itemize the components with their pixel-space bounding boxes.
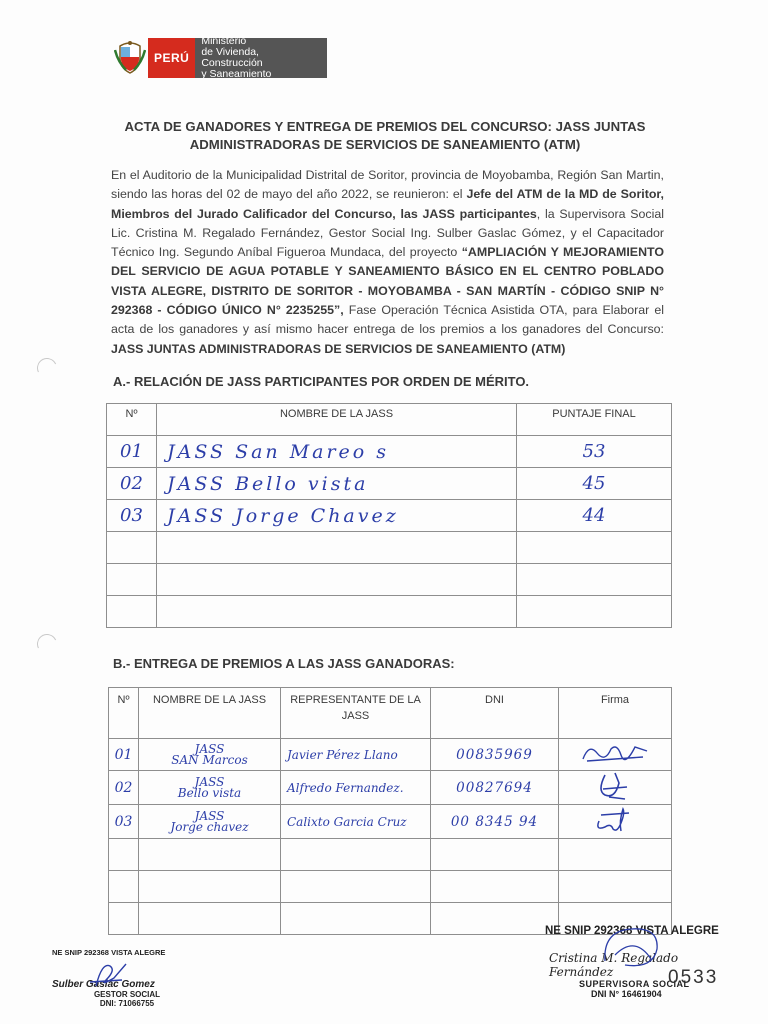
ministry-name: Ministerio de Vivienda, Construcción y Saneamiento bbox=[195, 38, 327, 78]
coat-of-arms-icon bbox=[112, 38, 148, 78]
stamp-name: Sulber Gaslac Gomez bbox=[52, 979, 155, 990]
prizes-table bbox=[108, 687, 672, 935]
table-row bbox=[109, 871, 672, 903]
dni-number: 00827694 bbox=[431, 771, 559, 805]
stamp-dni: DNI N° 16461904 bbox=[591, 989, 662, 999]
stamp-role: SUPERVISORA SOCIAL bbox=[579, 979, 690, 989]
table-row bbox=[107, 468, 672, 500]
column-header-name: NOMBRE DE LA JASS bbox=[139, 688, 281, 739]
table-row bbox=[107, 596, 672, 628]
signature bbox=[559, 805, 672, 839]
row-number: 01 bbox=[109, 739, 139, 771]
table-row bbox=[107, 500, 672, 532]
jass-name: JASS San Mareo s bbox=[157, 436, 517, 468]
gestor-social-stamp bbox=[52, 948, 202, 1008]
jass-name: JASS Jorge Chavez bbox=[157, 500, 517, 532]
table-header-row bbox=[107, 404, 672, 436]
stamp-name: Cristina M. Regalado Fernández bbox=[549, 951, 679, 979]
jass-name: JASS Jorge chavez bbox=[139, 805, 281, 839]
row-number: 03 bbox=[109, 805, 139, 839]
signature-icon bbox=[575, 771, 655, 801]
body-paragraph: En el Auditorio de la Municipalidad Distrital de Soritor, provincia de Moyobamba, Región San Martin, siendo las horas del 02 de mayo del año 2022, se reunieron: el Jefe del ATM de la MD de Soritor, Miembros del Jurado Calificador del Concurso, las JASS participantes, la Supervisora Social Lic. Cristina M. Regalado Fernández, Gestor Social Ing. Sulber Gaslac Gómez, y el Capacitador Técnico Ing. Segundo Aníbal Figueroa Mundaca, del proyecto “AMPLIACIÓN Y MEJORAMIENTO DEL SERVICIO DE AGUA POTABLE Y SANEAMIENTO BÁSICO EN EL CENTRO POBLADO VISTA ALEGRE, DISTRITO DE SORITOR - MOYOBAMBA - SAN MARTÍN - CÓDIGO SNIP N° 292368 - CÓDIGO ÚNICO N° 2235255”, Fase Operación Técnica Asistida OTA, para Elaborar el acta de los ganadores y así mismo hacer entrega de los premios a los ganadores del Concurso: JASS JUNTAS ADMINISTRADORAS DE SERVICIOS DE SANEAMIENTO (ATM) bbox=[111, 168, 665, 356]
row-number: 02 bbox=[109, 771, 139, 805]
column-header-num: Nº bbox=[107, 404, 157, 436]
folio-number: 0533 bbox=[668, 967, 719, 988]
jass-name: JASS Bello vista bbox=[157, 468, 517, 500]
table-row bbox=[109, 771, 672, 805]
signature-icon bbox=[76, 956, 136, 990]
signature bbox=[559, 739, 672, 771]
signature-icon bbox=[575, 805, 655, 835]
table-row bbox=[109, 805, 672, 839]
table-row bbox=[109, 739, 672, 771]
final-score: 45 bbox=[517, 468, 672, 500]
column-header-num: Nº bbox=[109, 688, 139, 739]
stamp-dni: DNI: 71066755 bbox=[99, 999, 155, 1008]
table-header-row bbox=[109, 688, 672, 739]
signature-icon bbox=[575, 739, 655, 767]
final-score: 53 bbox=[517, 436, 672, 468]
representative-name: Calixto Garcia Cruz bbox=[281, 805, 431, 839]
document-title: ACTA DE GANADORES Y ENTREGA DE PREMIOS DEL CONCURSO: JASS JUNTAS ADMINISTRADORAS DE SERVICIOS DE SANEAMIENTO (ATM) bbox=[124, 119, 646, 152]
table-row bbox=[107, 564, 672, 596]
row-number: 03 bbox=[107, 500, 157, 532]
table-row bbox=[109, 839, 672, 871]
jass-name: JASS Bello vista bbox=[139, 771, 281, 805]
column-header-signature: Firma bbox=[559, 688, 672, 739]
punch-hole bbox=[34, 631, 60, 657]
column-header-name: NOMBRE DE LA JASS bbox=[157, 404, 517, 436]
dni-number: 00 8345 94 bbox=[431, 805, 559, 839]
final-score: 44 bbox=[517, 500, 672, 532]
stamp-role: GESTOR SOCIAL bbox=[93, 990, 161, 999]
participants-table bbox=[106, 403, 672, 628]
country-badge: PERÚ bbox=[148, 38, 195, 78]
row-number: 01 bbox=[107, 436, 157, 468]
section-b-heading: B.- ENTREGA DE PREMIOS A LAS JASS GANADORAS: bbox=[113, 656, 455, 671]
section-a-heading: A.- RELACIÓN DE JASS PARTICIPANTES POR ORDEN DE MÉRITO. bbox=[113, 374, 530, 389]
column-header-representative: REPRESENTANTE DE LA JASS bbox=[281, 688, 431, 739]
signature-icon bbox=[595, 925, 675, 971]
column-header-score: PUNTAJE FINAL bbox=[517, 404, 672, 436]
stamp-snip: NE SNIP 292368 VISTA ALEGRE bbox=[52, 948, 166, 957]
representative-name: Alfredo Fernandez. bbox=[281, 771, 431, 805]
representative-name: Javier Pérez Llano bbox=[281, 739, 431, 771]
row-number: 02 bbox=[107, 468, 157, 500]
table-row bbox=[107, 532, 672, 564]
jass-name: JASS SAN Marcos bbox=[139, 739, 281, 771]
table-row bbox=[107, 436, 672, 468]
punch-hole bbox=[34, 355, 60, 381]
stamp-snip: NE SNIP 292368 VISTA ALEGRE bbox=[545, 925, 719, 937]
column-header-dni: DNI bbox=[431, 688, 559, 739]
signature bbox=[559, 771, 672, 805]
dni-number: 00835969 bbox=[431, 739, 559, 771]
ministry-logo bbox=[112, 35, 327, 80]
